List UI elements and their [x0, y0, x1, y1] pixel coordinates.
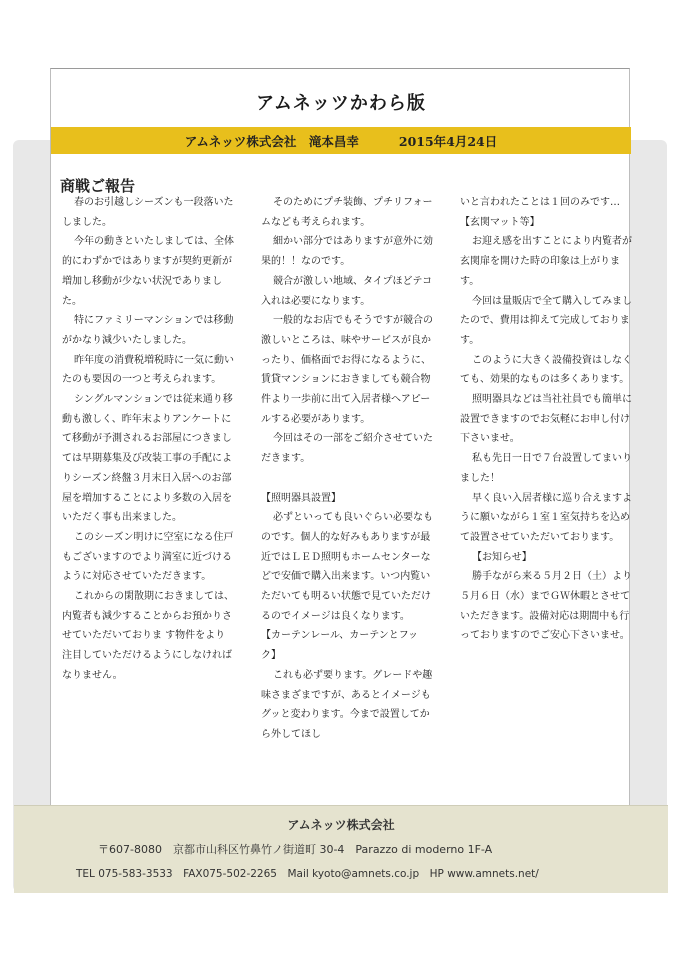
paragraph: 一般的なお店でもそうですが競合の激しいところは、味やサービスが良かったり、価格面でお得になるように、賃貸マンションにおきましても競合物件より一歩前に出て入居者様へアピールする必要があります。 [261, 315, 433, 425]
paragraph: 早く良い入居者様に巡り合えますように願いながら１室１室気持ちを込めて設置させていただいております。 [460, 492, 632, 543]
newsletter-title: アムネッツかわら版 [256, 93, 426, 114]
paragraph: お迎え感を出すことにより内覧者が玄関扉を開けた時の印象は上がります。 [460, 236, 632, 287]
footer-address: 〒607-8080 京都市山科区竹鼻竹ノ街道町 30-4 Parazzo di moderno 1F-A [98, 843, 493, 856]
article-column-1 [62, 193, 234, 686]
paragraph: 今年の動きといたしましては、全体的にわずかではありますが契約更新が増加し移動が少ない状況でありました。 [62, 236, 234, 307]
paragraph: このように大きく設備投資はしなくても、効果的なものは多くあります。 [460, 354, 632, 386]
article-column-3 [460, 193, 632, 646]
subheading-curtain: 【カーテンレール、カーテンとフック】 [261, 630, 419, 662]
paragraph: そのためにプチ装飾、プチリフォームなども考えられます。 [261, 197, 433, 228]
paragraph: これも必ず要ります。グレードや趣味さまざまですが、あるとイメージもグッと変わります。今まで設置してから外してほし [261, 669, 433, 740]
subheading-entrance-mat: 【玄関マット等】 [460, 216, 540, 228]
paragraph: 競合が激しい地域、タイプほどテコ入れは必要になります。 [261, 275, 433, 307]
paragraph: シングルマンションでは従来通り移動も激しく、昨年末よりアンケートにて移動が予測されるお部屋につきましては早期募集及び改装工事の手配によりシーズン終盤３月末日入居へのお部屋を増加することにより多数の入居をいただく事も出来ました。 [62, 394, 233, 524]
footer-contact: TEL 075-583-3533 FAX075-502-2265 Mail kyoto@amnets.co.jp HP www.amnets.net/ [76, 868, 539, 880]
paragraph: これからの閑散期におきましては、内覧者も減少することからお預かりさせていただいておりま す物件をより注目していただけるようにしなければなりません。 [62, 591, 234, 681]
paragraph: 春のお引越しシーズンも一段落いたしました。 [62, 197, 234, 228]
paragraph: 今回は量販店で全て購入してみましたので、費用は抑えて完成しております。 [460, 295, 632, 346]
footer-company: アムネッツ株式会社 [287, 818, 395, 832]
paragraph: 昨年度の消費税増税時に一気に動いたのも要因の一つと考えられます。 [62, 354, 234, 386]
paragraph: このシーズン明けに空室になる住戸もございますのでより満室に近づけるように対応させていただきます。 [62, 531, 234, 583]
paragraph: 細かい部分ではありますが意外に効果的！！なのです。 [261, 236, 433, 268]
subheading-notice: 【お知らせ】 [472, 551, 532, 563]
section-title: 商戦ご報告 [60, 177, 136, 195]
subheading-lighting: 【照明器具設置】 [261, 492, 341, 504]
paragraph: 必ずといっても良いぐらい必要なものです。個人的な好みもありますが最近ではＬＥＤ照明もホームセンターなどで安価で購入出来ます。いつ内覧いただいても明るい状態で見ていただけるのでイメージは良くなります。 [261, 512, 433, 622]
paragraph: 特にファミリーマンションでは移動がかなり減少いたしました。 [62, 315, 234, 346]
paragraph: 今回はその一部をご紹介させていただきます。 [261, 433, 433, 465]
paragraph: いと言われたことは１回のみです… [460, 197, 620, 208]
paragraph: 私も先日一日で７台設置してまいりました！ [460, 453, 632, 484]
article-column-2 [261, 193, 433, 745]
spacer [261, 469, 433, 489]
footer [14, 805, 668, 893]
paragraph: 照明器具などは当社社員でも簡単に設置できますのでお気軽にお申し付け下さいませ。 [460, 394, 632, 445]
company-author: アムネッツ株式会社 滝本昌幸 [184, 133, 359, 149]
paragraph: 勝手ながら来る５月２日（土）より５月６日（水）までＧＷ休暇とさせていただきます。設備対応は期間中も行っておりますのでご安心下さいませ。 [460, 571, 632, 642]
issue-date: 2015年4月24日 [398, 133, 498, 149]
byline-bar [51, 127, 631, 154]
